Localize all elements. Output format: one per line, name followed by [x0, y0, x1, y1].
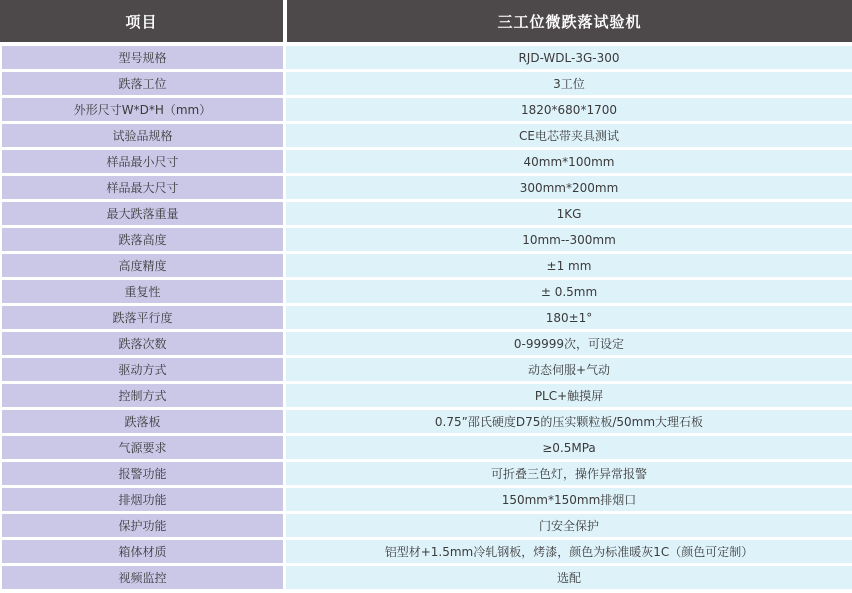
row-value-cell: PLC+触摸屏	[286, 384, 852, 407]
row-label-cell: 气源要求	[2, 436, 283, 459]
row-label-cell: 型号规格	[2, 46, 283, 69]
row-label-cell: 保护功能	[2, 514, 283, 537]
header-item-cell: 项目	[0, 0, 283, 42]
row-value-cell: 3工位	[286, 72, 852, 95]
row-value-cell: ≥0.5MPa	[286, 436, 852, 459]
table-row	[0, 332, 852, 355]
row-label-cell: 视频监控	[2, 566, 283, 589]
row-value-cell: 300mm*200mm	[286, 176, 852, 199]
header-product-cell: 三工位微跌落试验机	[287, 0, 852, 42]
spec-rows	[0, 46, 852, 589]
row-value-cell: 0-99999次，可设定	[286, 332, 852, 355]
table-row	[0, 46, 852, 69]
table-row	[0, 98, 852, 121]
table-row	[0, 306, 852, 329]
table-row	[0, 150, 852, 173]
table-row	[0, 254, 852, 277]
row-value-cell: ±1 mm	[286, 254, 852, 277]
row-label-cell: 外形尺寸W*D*H（mm）	[2, 98, 283, 121]
table-row	[0, 462, 852, 485]
row-value-cell: 选配	[286, 566, 852, 589]
table-row	[0, 124, 852, 147]
row-label-cell: 排烟功能	[2, 488, 283, 511]
table-row	[0, 488, 852, 511]
row-label-cell: 跌落次数	[2, 332, 283, 355]
table-row	[0, 384, 852, 407]
row-label-cell: 试验品规格	[2, 124, 283, 147]
table-row	[0, 228, 852, 251]
row-value-cell: 180±1°	[286, 306, 852, 329]
row-label-cell: 箱体材质	[2, 540, 283, 563]
row-label-cell: 控制方式	[2, 384, 283, 407]
table-row	[0, 358, 852, 381]
row-label-cell: 跌落高度	[2, 228, 283, 251]
row-label-cell: 重复性	[2, 280, 283, 303]
row-label-cell: 报警功能	[2, 462, 283, 485]
table-row	[0, 202, 852, 225]
row-value-cell: 铝型材+1.5mm冷轧钢板，烤漆，颜色为标准暖灰1C（颜色可定制）	[286, 540, 852, 563]
table-row	[0, 410, 852, 433]
row-label-cell: 驱动方式	[2, 358, 283, 381]
row-value-cell: 动态伺服+气动	[286, 358, 852, 381]
row-value-cell: 1820*680*1700	[286, 98, 852, 121]
table-header-row	[0, 0, 852, 42]
row-label-cell: 高度精度	[2, 254, 283, 277]
row-value-cell: ± 0.5mm	[286, 280, 852, 303]
row-value-cell: 10mm--300mm	[286, 228, 852, 251]
row-value-cell: 1KG	[286, 202, 852, 225]
table-row	[0, 566, 852, 589]
row-value-cell: RJD-WDL-3G-300	[286, 46, 852, 69]
row-label-cell: 跌落板	[2, 410, 283, 433]
row-value-cell: 0.75”邵氏硬度D75的压实颗粒板/50mm大理石板	[286, 410, 852, 433]
table-row	[0, 514, 852, 537]
row-label-cell: 样品最大尺寸	[2, 176, 283, 199]
table-row	[0, 540, 852, 563]
row-label-cell: 样品最小尺寸	[2, 150, 283, 173]
row-value-cell: CE电芯带夹具测试	[286, 124, 852, 147]
table-row	[0, 436, 852, 459]
table-row	[0, 280, 852, 303]
row-label-cell: 最大跌落重量	[2, 202, 283, 225]
row-label-cell: 跌落平行度	[2, 306, 283, 329]
row-value-cell: 150mm*150mm排烟口	[286, 488, 852, 511]
table-row	[0, 72, 852, 95]
row-value-cell: 门安全保护	[286, 514, 852, 537]
row-label-cell: 跌落工位	[2, 72, 283, 95]
row-value-cell: 40mm*100mm	[286, 150, 852, 173]
row-value-cell: 可折叠三色灯，操作异常报警	[286, 462, 852, 485]
table-row	[0, 176, 852, 199]
